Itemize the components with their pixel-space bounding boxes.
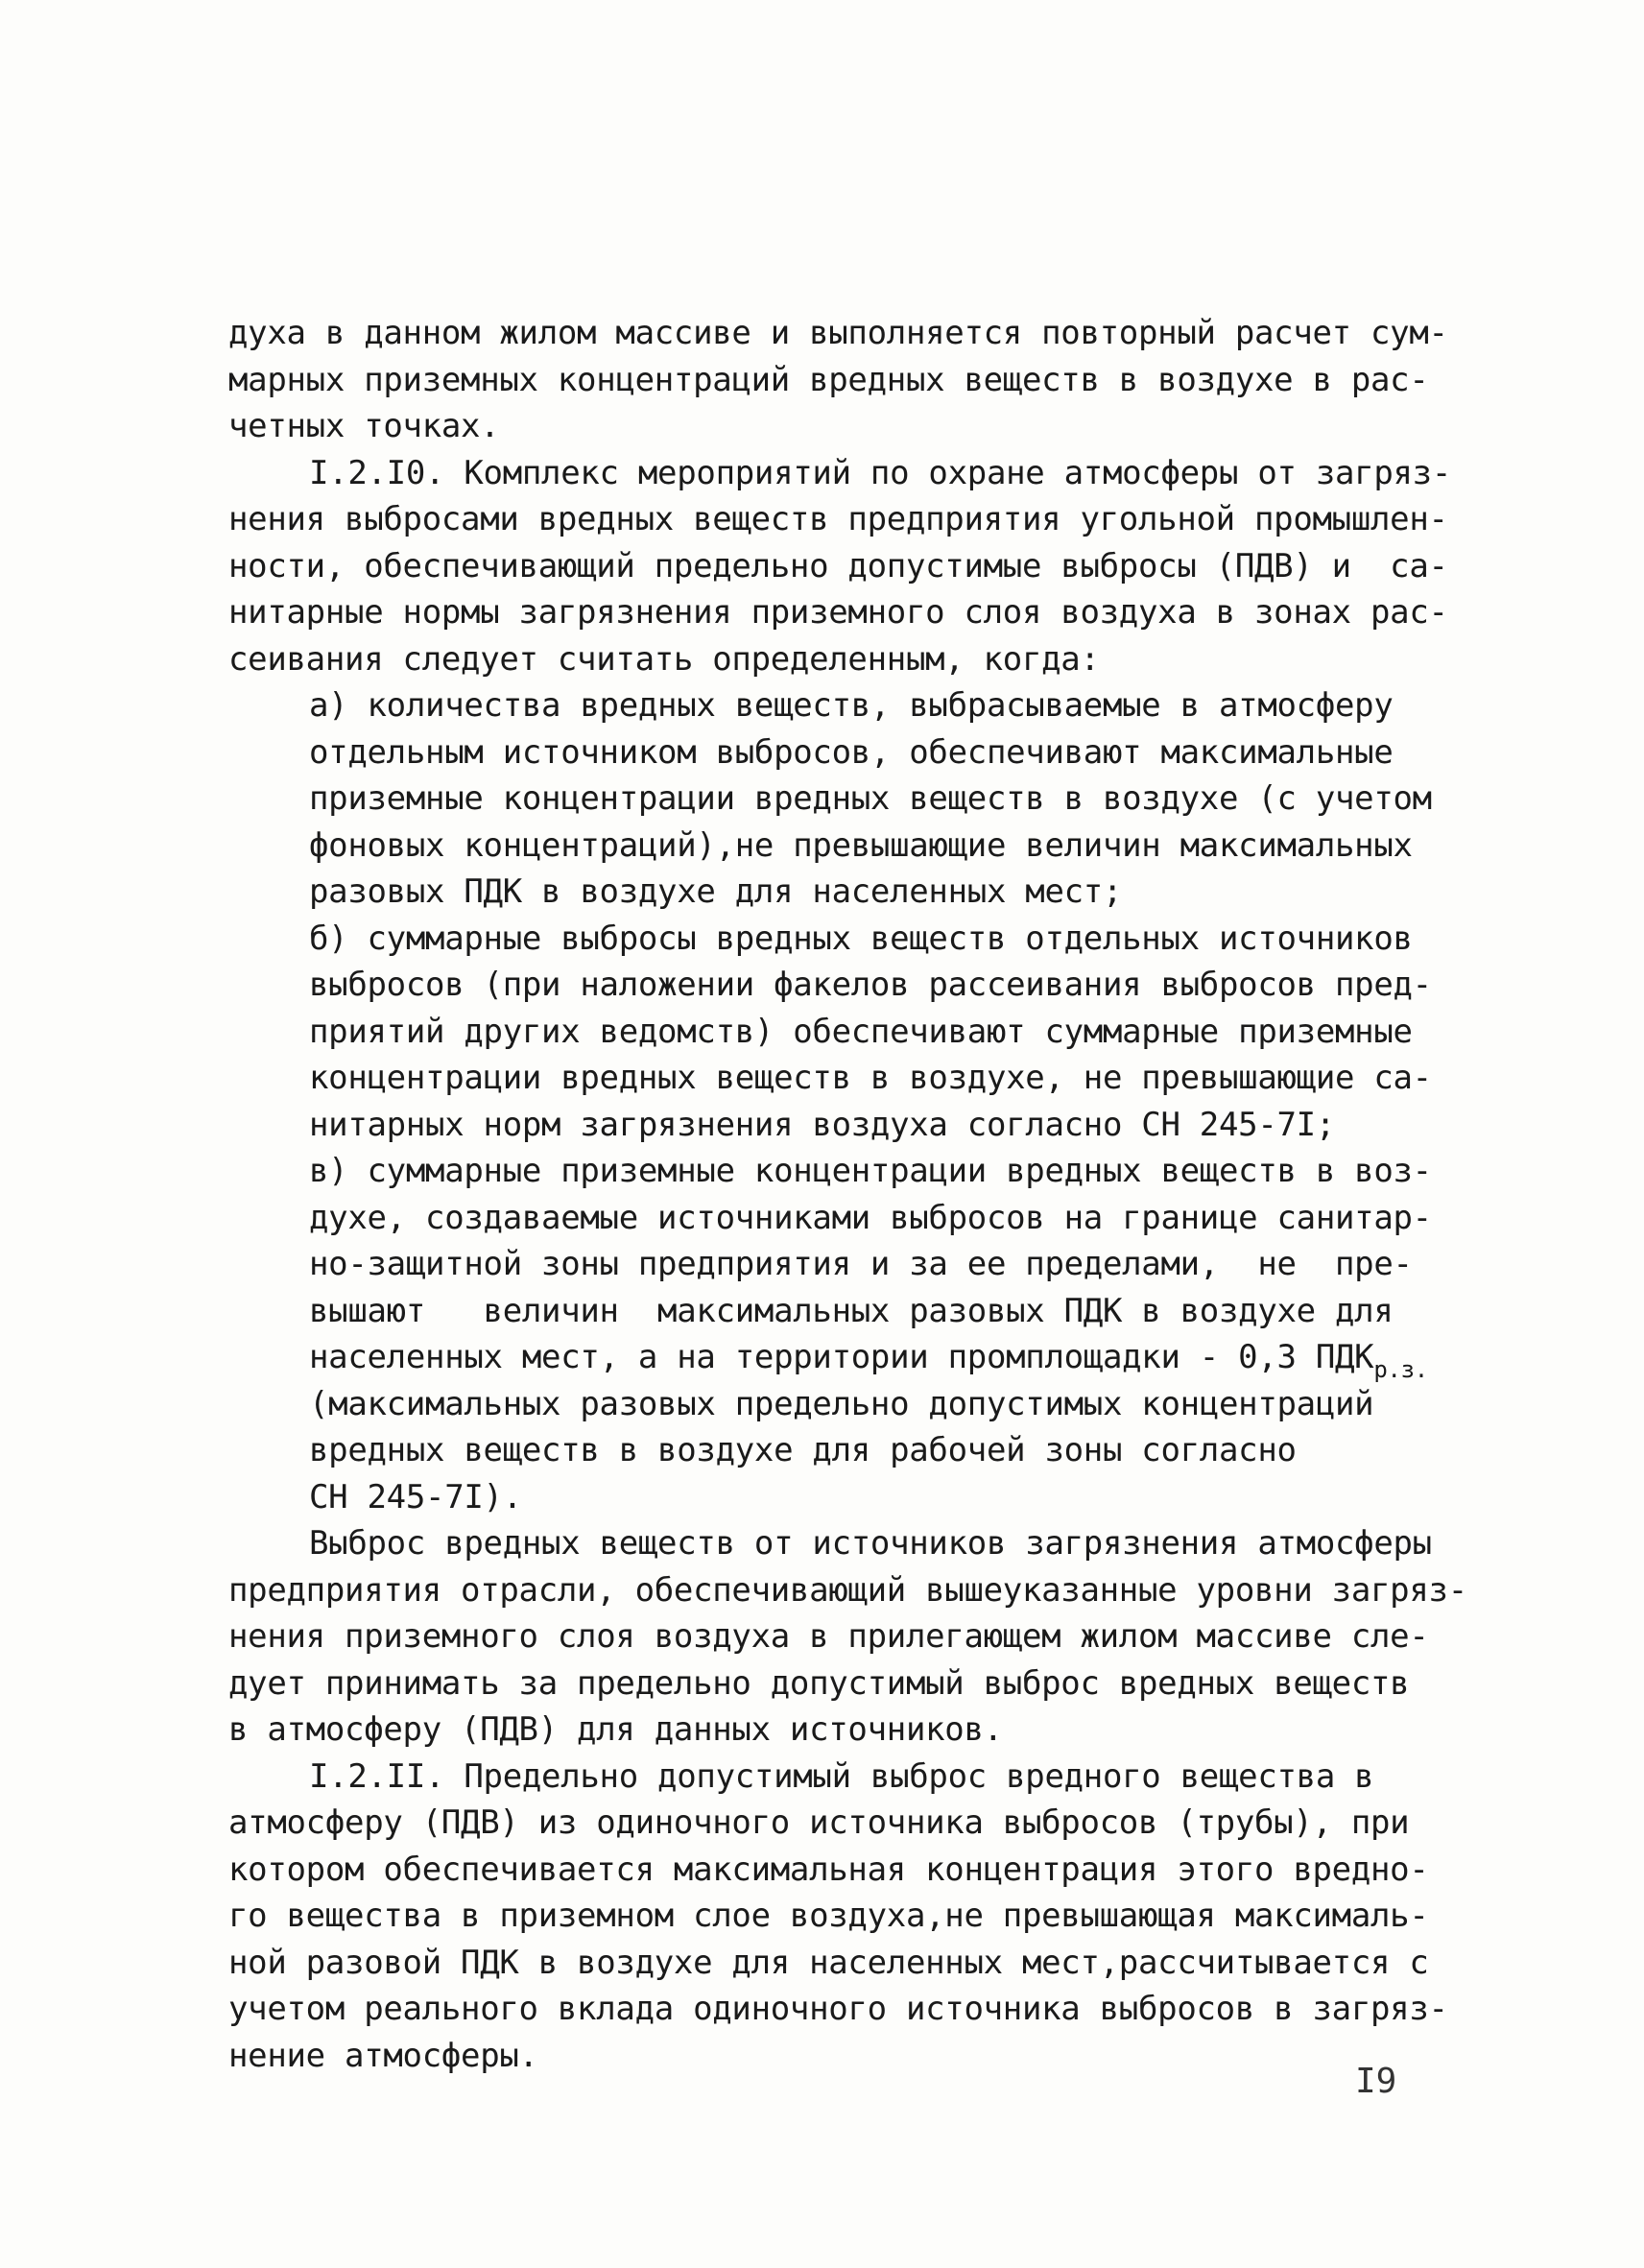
body-text <box>228 310 1467 2079</box>
text-line: духа в данном жилом массиве и выполняется повторный расчет сум- <box>228 314 1448 352</box>
text-line: го вещества в приземном слое воздуха,не превышающая максималь- <box>228 1897 1429 1935</box>
list-item-a: а) количества вредных веществ, выбрасываемые в атмосферу <box>309 686 1394 725</box>
text-line: приятий других ведомств) обеспечивают суммарные приземные <box>309 1012 1413 1051</box>
text-line: дует принимать за предельно допустимый выброс вредных веществ <box>228 1663 1410 1703</box>
text-line: нение атмосферы. <box>228 2036 538 2075</box>
pdk-subscript: р.з. <box>1373 1356 1428 1383</box>
text-line: ности, обеспечивающий предельно допустимые выбросы (ПДВ) и са- <box>228 546 1448 585</box>
section-1-2-10-start: I.2.I0. Комплекс мероприятий по охране атмосферы от загряз- <box>309 453 1452 492</box>
text-line: предприятия отрасли, обеспечивающий вышеуказанные уровни загряз- <box>228 1570 1467 1610</box>
text-line: приземные концентрации вредных веществ в воздухе (с учетом <box>309 779 1432 818</box>
text-line: СН 245-7I). <box>309 1477 522 1516</box>
list-item-v: в) суммарные приземные концентрации вредных веществ в воз- <box>309 1152 1432 1190</box>
text-line: нитарные нормы загрязнения приземного слоя воздуха в зонах рас- <box>228 593 1448 632</box>
page-number: I9 <box>1355 2062 1397 2101</box>
text-line: концентрации вредных веществ в воздухе, не превышающие са- <box>309 1059 1432 1097</box>
text-line: фоновых концентраций),не превышающие величин максимальных <box>309 825 1413 865</box>
text-line: нитарных норм загрязнения воздуха согласно СН 245-7I; <box>309 1105 1335 1144</box>
text-line: четных точках. <box>228 407 500 445</box>
text-line: нения выбросами вредных веществ предприятия угольной промышлен- <box>228 500 1448 538</box>
section-1-2-11-start: I.2.II. Предельно допустимый выброс вредного вещества в <box>309 1756 1374 1796</box>
text-line: сеивания следует считать определенным, когда: <box>228 639 1100 679</box>
text-line: в атмосферу (ПДВ) для данных источников. <box>228 1710 1003 1749</box>
text-line: выбросов (при наложении факелов рассеивания выбросов пред- <box>309 966 1432 1004</box>
text-line: вышают величин максимальных разовых ПДК в воздухе для <box>309 1291 1394 1330</box>
text-line-with-subscript <box>228 1334 1428 1383</box>
text-line: нения приземного слоя воздуха в прилегающем жилом массиве сле- <box>228 1617 1429 1656</box>
text-line: вредных веществ в воздухе для рабочей зоны согласно <box>309 1431 1297 1469</box>
text-line: но-защитной зоны предприятия и за ее пределами, не пре- <box>309 1245 1413 1283</box>
text-line: (максимальных разовых предельно допустимых концентраций <box>309 1384 1374 1423</box>
text-line: атмосферу (ПДВ) из одиночного источника выбросов (трубы), при <box>228 1803 1410 1842</box>
text-line: населенных мест, а на территории промплощадки - 0,3 ПДК <box>309 1338 1374 1376</box>
text-line: отдельным источником выбросов, обеспечивают максимальные <box>309 732 1394 772</box>
text-line: духе, создаваемые источниками выбросов на границе санитар- <box>309 1198 1432 1237</box>
text-line: марных приземных концентраций вредных веществ в воздухе в рас- <box>228 360 1429 399</box>
text-line: учетом реального вклада одиночного источника выбросов в загряз- <box>228 1990 1448 2028</box>
text-line: ной разовой ПДК в воздухе для населенных мест,рассчитывается с <box>228 1943 1429 1982</box>
list-item-b: б) суммарные выбросы вредных веществ отдельных источников <box>309 919 1413 958</box>
paragraph-start: Выброс вредных веществ от источников загрязнения атмосферы <box>309 1524 1432 1563</box>
text-line: котором обеспечивается максимальная концентрация этого вредно- <box>228 1850 1429 1889</box>
text-line: разовых ПДК в воздухе для населенных мест; <box>309 872 1123 911</box>
